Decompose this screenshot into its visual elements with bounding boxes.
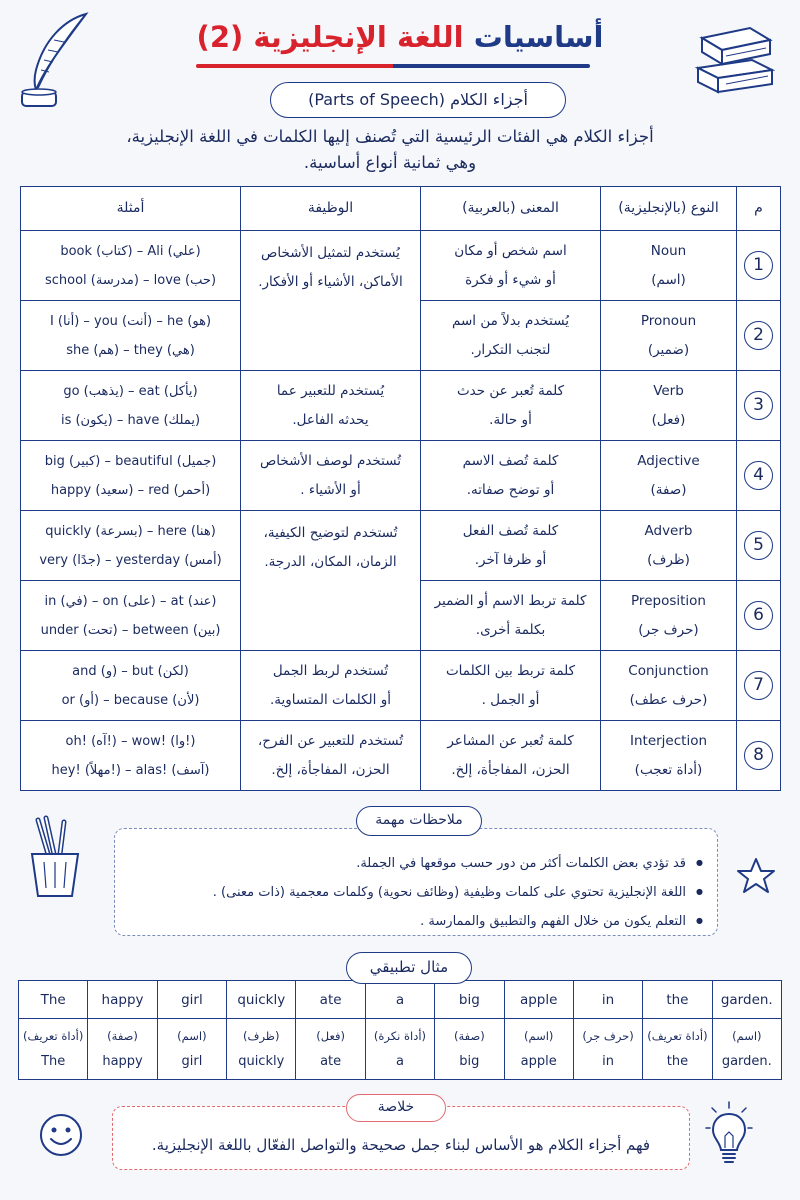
example-word: ate <box>296 981 365 1019</box>
type-english: Pronoun <box>640 312 697 329</box>
word-tag: (صفة) <box>453 1029 485 1043</box>
list-item: ● التعلم يكون من خلال الفهم والتطبيق والممارسة . <box>123 907 703 936</box>
tagged-word: girl <box>181 1054 203 1069</box>
example-line: is (يكون) – have (يملك) <box>60 412 201 428</box>
header-number: م <box>737 187 781 231</box>
lightbulb-icon <box>704 1100 754 1170</box>
example-line: in (في) – on (على) – at (عند) <box>44 593 217 609</box>
meaning-line: كلمة تربط الاسم أو الضمير <box>434 592 587 609</box>
example-word: happy <box>88 981 157 1019</box>
type-arabic: (ضمير) <box>647 341 690 358</box>
table-row <box>21 651 781 721</box>
meaning-line: كلمة تُعبر عن المشاعر <box>447 732 574 749</box>
word-tag: (ظرف) <box>243 1029 280 1043</box>
meaning-line: كلمة تربط بين الكلمات <box>445 662 576 679</box>
notes-title: ملاحظات مهمة <box>356 806 482 836</box>
function-line: تُستخدم لتوضيح الكيفية، <box>263 525 398 541</box>
type-english: Conjunction <box>628 662 709 679</box>
table-row <box>21 511 781 581</box>
type-english: Noun <box>650 242 687 259</box>
example-tags-row <box>19 1019 782 1080</box>
example-title: مثال تطبيقي <box>346 952 472 984</box>
tagged-word: ate <box>320 1054 342 1069</box>
row-number: 3 <box>744 391 773 420</box>
tagged-word: apple <box>520 1054 557 1069</box>
word-tag: (أداة تعريف) <box>22 1029 84 1043</box>
title-part-1: أساسيات <box>473 20 604 54</box>
tagged-word: big <box>459 1054 480 1069</box>
word-tag: (أداة تعريف) <box>647 1029 708 1043</box>
meaning-line: كلمة تُعبر عن حدث <box>456 382 565 399</box>
row-number: 8 <box>744 741 773 770</box>
tagged-word: happy <box>102 1054 143 1069</box>
example-line: book (كتاب) – Ali (علي) <box>60 243 201 259</box>
function-line: تُستخدم لوصف الأشخاص <box>259 452 402 469</box>
row-number: 5 <box>744 531 773 560</box>
parts-of-speech-table <box>20 186 781 791</box>
list-item: ● اللغة الإنجليزية تحتوي على كلمات وظيفية (وظائف نحوية) وكلمات معجمية (ذات معنى) . <box>123 878 703 907</box>
meaning-line: يُستخدم بدلاً من اسم <box>451 312 569 329</box>
type-english: Interjection <box>629 732 708 749</box>
example-line: I (أنا) – you (أنت) – he (هو) <box>49 313 212 329</box>
example-word: in <box>573 981 642 1019</box>
function-line: تُستخدم لربط الجمل <box>272 662 389 679</box>
meaning-line: كلمة تُصف الفعل <box>462 522 559 539</box>
function-line: الأماكن، الأشياء أو الأفكار. <box>258 274 403 290</box>
tagged-word: garden. <box>721 1054 772 1069</box>
word-tag: (صفة) <box>107 1029 138 1043</box>
type-arabic: (فعل) <box>651 411 686 428</box>
intro-text <box>90 124 690 176</box>
type-arabic: (حرف عطف) <box>629 691 708 708</box>
tagged-word: quickly <box>238 1054 285 1069</box>
row-number: 6 <box>744 601 773 630</box>
intro-line-2: وهي ثمانية أنواع أساسية. <box>303 153 477 172</box>
table-row <box>21 231 781 301</box>
type-arabic: (حرف جر) <box>638 621 699 638</box>
meaning-line: بكلمة أخرى. <box>475 621 546 638</box>
function-line: الزمان، المكان، الدرجة. <box>264 554 397 570</box>
type-english: Verb <box>653 382 684 399</box>
meaning-line: أو شيء أو فكرة <box>465 271 556 288</box>
meaning-line: كلمة تُصف الاسم <box>462 452 559 469</box>
feather-quill-icon <box>14 10 96 110</box>
meaning-line: أو ظرفا آخر. <box>474 551 547 568</box>
notes-list <box>123 849 703 936</box>
header-meaning: المعنى (بالعربية) <box>421 187 601 231</box>
word-tag: (اسم) <box>523 1029 554 1043</box>
page-title <box>170 20 630 66</box>
star-icon <box>736 856 776 896</box>
title-part-2: اللغة الإنجليزية (2) <box>196 20 464 54</box>
example-word: the <box>643 981 712 1019</box>
summary-text: فهم أجزاء الكلام هو الأساس لبناء جمل صحيحة والتواصل الفعّال باللغة الإنجليزية. <box>151 1136 651 1154</box>
row-number: 4 <box>744 461 773 490</box>
example-word: a <box>365 981 434 1019</box>
example-line: and (و) – but (لكن) <box>72 663 189 679</box>
type-arabic: (أداة تعجب) <box>634 761 703 778</box>
books-stack-icon <box>692 16 778 100</box>
table-row <box>21 441 781 511</box>
word-tag: (اسم) <box>732 1029 762 1043</box>
table-header-row <box>21 187 781 231</box>
function-line: أو الكلمات المتساوية. <box>270 691 391 708</box>
subtitle: أجزاء الكلام (Parts of Speech) <box>270 82 566 118</box>
notes-box <box>114 828 718 936</box>
header-function: الوظيفة <box>241 187 421 231</box>
function-line: يُستخدم للتعبير عما <box>276 382 385 399</box>
meaning-line: الحزن، المفاجأة، إلخ. <box>451 761 570 778</box>
example-word: garden. <box>712 981 781 1019</box>
function-line: أو الأشياء . <box>300 481 361 498</box>
table-row <box>21 721 781 791</box>
tagged-word: The <box>41 1054 66 1069</box>
meaning-line: لتجنب التكرار. <box>470 341 551 358</box>
table-row <box>21 371 781 441</box>
example-line: she (هم) – they (هي) <box>66 342 195 358</box>
word-tag: (أداة نكرة) <box>373 1029 427 1043</box>
function-line: يحدثه الفاعل. <box>292 411 369 428</box>
type-arabic: (اسم) <box>651 271 686 288</box>
type-english: Adjective <box>637 452 700 469</box>
type-arabic: (ظرف) <box>647 551 690 568</box>
list-item: ● قد تؤدي بعض الكلمات أكثر من دور حسب موقعها في الجملة. <box>123 849 703 878</box>
word-tag: (حرف جر) <box>582 1029 634 1043</box>
example-word: quickly <box>227 981 296 1019</box>
example-line: happy (سعيد) – red (أحمر) <box>50 482 211 498</box>
example-word: apple <box>504 981 573 1019</box>
meaning-line: أو توضح صفاته. <box>466 481 555 498</box>
summary-title: خلاصة <box>346 1094 446 1122</box>
example-word: The <box>19 981 88 1019</box>
function-line: يُستخدم لتمثيل الأشخاص <box>261 245 400 261</box>
tagged-word: in <box>602 1054 614 1069</box>
title-underline <box>196 64 590 68</box>
example-line: under (تحت) – between (بين) <box>40 622 221 638</box>
example-words-row <box>19 981 782 1019</box>
function-line: تُستخدم للتعبير عن الفرح، <box>257 732 404 749</box>
example-line: very (جدًا) – yesterday (أمس) <box>39 552 222 568</box>
example-line: go (يذهب) – eat (يأكل) <box>63 383 198 399</box>
type-english: Adverb <box>644 522 693 539</box>
meaning-line: اسم شخص أو مكان <box>454 242 567 259</box>
row-number: 2 <box>744 321 773 350</box>
word-tag: (اسم) <box>177 1029 207 1043</box>
meaning-line: أو حالة. <box>489 411 532 428</box>
example-line: hey! (مهلاً!) – alas! (آسف) <box>51 762 210 778</box>
function-line: الحزن، المفاجأة، إلخ. <box>271 761 390 778</box>
smiley-icon <box>38 1112 84 1158</box>
word-tag: (فعل) <box>316 1029 345 1043</box>
example-word: big <box>435 981 504 1019</box>
example-sentence-table <box>18 980 782 1080</box>
header-examples: أمثلة <box>21 187 241 231</box>
example-line: oh! (آه!) – wow! (وا!) <box>65 733 196 749</box>
example-line: big (كبير) – beautiful (جميل) <box>44 453 217 469</box>
header-type: النوع (بالإنجليزية) <box>601 187 737 231</box>
example-line: school (مدرسة) – love (حب) <box>44 272 217 288</box>
example-line: quickly (بسرعة) – here (هنا) <box>45 523 216 539</box>
example-word: girl <box>157 981 226 1019</box>
intro-line-1: أجزاء الكلام هي الفئات الرئيسية التي تُصنف إليها الكلمات في اللغة الإنجليزية، <box>126 127 654 146</box>
pencil-cup-icon <box>24 814 86 900</box>
row-number: 1 <box>744 251 773 280</box>
type-english: Preposition <box>631 592 706 609</box>
example-line: or (أو) – because (لأن) <box>61 692 200 708</box>
row-number: 7 <box>744 671 773 700</box>
type-arabic: (صفة) <box>650 481 687 498</box>
meaning-line: أو الجمل . <box>481 691 540 708</box>
tagged-word: a <box>395 1054 404 1069</box>
tagged-word: the <box>666 1054 689 1069</box>
